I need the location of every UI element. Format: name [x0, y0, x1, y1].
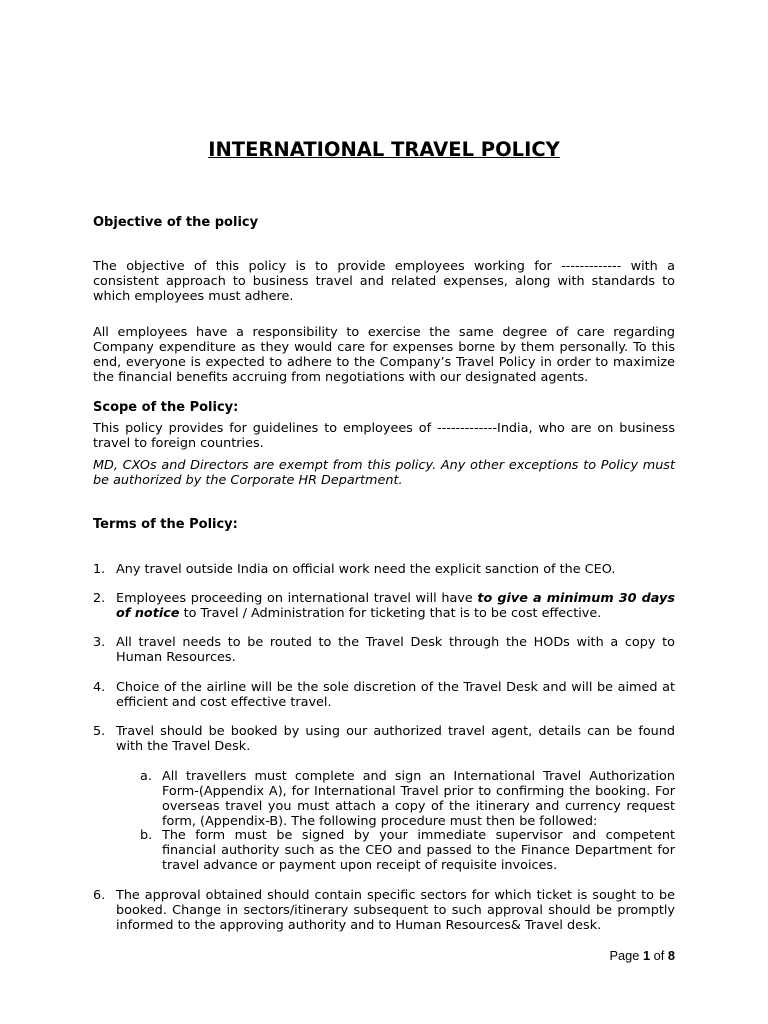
list-text: All travel needs to be routed to the Travel Desk through the HODs with a copy to Human Resources. — [116, 635, 675, 665]
list-item — [93, 635, 675, 665]
scope-paragraph: This policy provides for guidelines to employees of -------------India, who are on business travel to foreign countries. — [93, 421, 675, 451]
list-number: 6. — [93, 888, 106, 903]
list-text: Travel should be booked by using our authorized travel agent, details can be found with the Travel Desk. — [116, 724, 675, 754]
list-number: 4. — [93, 680, 106, 695]
sub-list-item — [140, 769, 675, 829]
list-number: 2. — [93, 591, 106, 606]
objective-paragraph-1: The objective of this policy is to provide employees working for ------------- with a consistent approach to business travel and related expenses, along with standards to which employees must adhere. — [93, 259, 675, 304]
list-item — [93, 562, 675, 577]
objective-paragraph-2: All employees have a responsibility to exercise the same degree of care regarding Company expenditure as they would care for expenses borne by them personally. To this end, everyone is expected to adhere to the Company’s Travel Policy in order to maximize the financial benefits accruing from negotiations with our designated agents. — [93, 325, 675, 385]
sub-list-letter: b. — [140, 828, 153, 843]
list-number: 3. — [93, 635, 106, 650]
scope-exemption: MD, CXOs and Directors are exempt from this policy. Any other exceptions to Policy must be authorized by the Corporate HR Department. — [93, 458, 675, 488]
list-text — [116, 591, 675, 621]
list-item — [93, 724, 675, 754]
document-title: INTERNATIONAL TRAVEL POLICY — [208, 138, 560, 161]
terms-heading: Terms of the Policy: — [93, 517, 238, 532]
sub-list-item — [140, 828, 675, 873]
list-text: Choice of the airline will be the sole discretion of the Travel Desk and will be aimed at efficient and cost effective travel. — [116, 680, 675, 710]
list-number: 1. — [93, 562, 106, 577]
sub-list-text: All travellers must complete and sign an International Travel Authorization Form-(Appendix A), for International Travel prior to confirming the booking. For overseas travel you must attach a copy of the itinerary and currency request form, (Appendix-B). The following procedure must then be followed: — [162, 769, 675, 829]
page-label: Page — [609, 948, 640, 963]
list-text-end: to Travel / Administration for ticketing that is to be cost effective. — [179, 606, 602, 621]
objective-heading: Objective of the policy — [93, 215, 259, 230]
scope-heading: Scope of the Policy: — [93, 400, 239, 415]
page-number — [560, 948, 675, 963]
notice-emphasis: to give a minimum 30 days of notice — [116, 591, 675, 621]
sub-list-letter: a. — [140, 769, 152, 784]
list-text-start: Employees proceeding on international travel will have — [116, 591, 478, 606]
page-total: 8 — [667, 948, 675, 963]
list-item — [93, 888, 675, 933]
page-current: 1 — [642, 948, 651, 963]
list-text: Any travel outside India on official work need the explicit sanction of the CEO. — [116, 562, 616, 577]
sub-list-text: The form must be signed by your immediate supervisor and competent financial authority such as the CEO and passed to the Finance Department for travel advance or payment upon receipt of requisite invoices. — [162, 828, 675, 873]
list-text: The approval obtained should contain specific sectors for which ticket is sought to be booked. Change in sectors/itinerary subsequent to such approval should be promptly informed to the approving authority and to Human Resources& Travel desk. — [116, 888, 675, 933]
list-number: 5. — [93, 724, 106, 739]
page-of: of — [653, 948, 665, 963]
list-item — [93, 591, 675, 621]
list-item — [93, 680, 675, 710]
